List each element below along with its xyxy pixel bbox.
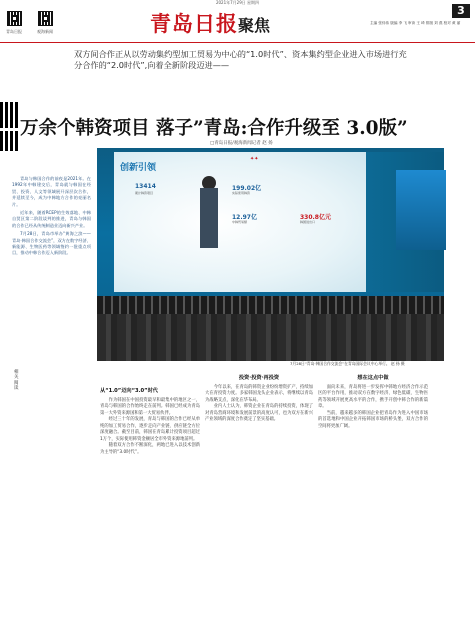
barcode-decoration [0,131,20,151]
article-paragraph: 面向未来，青岛将进一步发挥中韩地方经济合作示范区的平台作用，推动双方在数字经济、绿色低碳、生物医药等领域开展更高水平的合作，携手开创中韩合作的新篇章。 [318,384,428,409]
qr-caption-1: 青岛日报 [6,29,22,34]
stat-value: 12.97亿 [232,214,257,221]
stat-value: 13414 [135,183,156,190]
intro-paragraph: 7月28日，青岛市举办“黄海之滨——青岛·韩国合作交流会”，双方在数字经济、新能源、生物医药等领域签约一批重点项目，推动中韩合作迈入新阶段。 [12,231,91,256]
section-heading: 从“1.0”迈向“3.0”时代 [100,388,158,394]
dateline: 2021年7月29日 星期四 [215,0,260,5]
article-column-1 [100,385,200,456]
side-screen [396,170,446,250]
article-column-2 [205,372,313,424]
stat-value: 330.8亿元 [300,214,331,221]
article-paragraph: 当前，越来越多的韩国企业把青岛作为进入中国市场的首选地和中国企业开拓韩国市场的桥头堡，双方合作的空间将更加广阔。 [318,410,428,429]
article-paragraph: 业内人士认为，韩资企业在青岛的持续投资，体现了对青岛营商环境和发展前景的高度认可，也为双方在新兴产业领域的深度合作奠定了坚实基础。 [205,404,313,422]
qr-code-2 [38,11,53,26]
qr-code-1 [7,11,22,26]
qr-caption-2: 观海新闻 [37,29,53,34]
photo-caption: 7月28日“青岛·韩国合作交流会”在青岛国际会议中心举行。 赵 扬 摄 [290,361,405,366]
stat-label: 实际使用韩资 [232,191,251,195]
stat-label: 累计韩资项目 [135,191,154,195]
section-name: 聚焦 [238,16,271,35]
editor-credits: 主编 张伟伟 版编 李 飞 审读 王 琦 排版 刘 燕 校对 黄 丽 [370,21,461,25]
screen-title: 创新引领 [120,163,157,173]
masthead [150,9,330,39]
audience [97,296,444,361]
article-column-3 [318,372,428,430]
stat-value: 199.02亿 [232,185,262,192]
masthead-title: 青岛日报 [150,11,238,36]
header-rule [0,42,475,43]
article-paragraph: 作为韩国在中国投资最早和最集中的地区之一，青岛与韩国的合作始终走在前列。韩国已经成为青岛第一大外资来源国和第一大贸易伙伴。 [100,397,200,416]
stat-label: 韩国进出口 [300,220,316,224]
intro-paragraph: 青岛与韩国合作的前夜是2021年。在1992年中韩建交后，青岛就与韩国在经贸、投资、人文等领域展开深层次合作，并延续至今，成为中韩地方合作的亮丽名片。 [12,176,91,207]
intro-paragraph: 近年来，随着RCEP的生效落地、中韩自贸区第二阶段谈判的推进，青岛与韩国的合作已经从传统制造业迈向新兴产业。 [12,210,91,228]
article-paragraph: 今年以来，在青岛的韩资企业纷纷增资扩产，持续加大在青投资力度。多家韩国龙头企业表示，将继续以青岛为战略支点，深化在华布局。 [205,384,313,403]
stat-label: 中韩贸易额 [232,220,248,224]
side-tab: 相关阅读 [14,370,22,448]
page-number: 3 [452,4,470,18]
intro-column [12,176,91,259]
subheadline: 双方间合作正从以劳动集约型加工贸易为中心的“1.0时代”、资本集约型企业进入市场进行充分合作的“2.0时代”,向着全新阶段迈进—— [74,49,407,70]
headline: 万余个韩资项目 落子”青岛:合作升级至 3.0版” [20,118,408,139]
section-heading: 想在这点中做 [357,375,389,381]
article-paragraph: 随着双方合作不断深化，两地已进入以技术创新为主导的“3.0时代”。 [100,443,200,455]
byline: □青岛日报/观海新闻记者 赵 扬 [210,141,273,146]
section-heading: 投资·投资·再投资 [238,375,280,381]
podium [200,188,218,248]
article-paragraph: 经过三十年的发展，青岛与韩国的合作已经从单纯的加工贸易合作，逐步走向产业链、供应链全方位深度融合。截至目前，韩国在青岛累计投资项目超过1万个，实际使用韩资金额居全市外资来源地前列。 [100,417,200,442]
barcode-decoration [0,102,20,128]
event-logo: ✦✦ [250,156,259,162]
